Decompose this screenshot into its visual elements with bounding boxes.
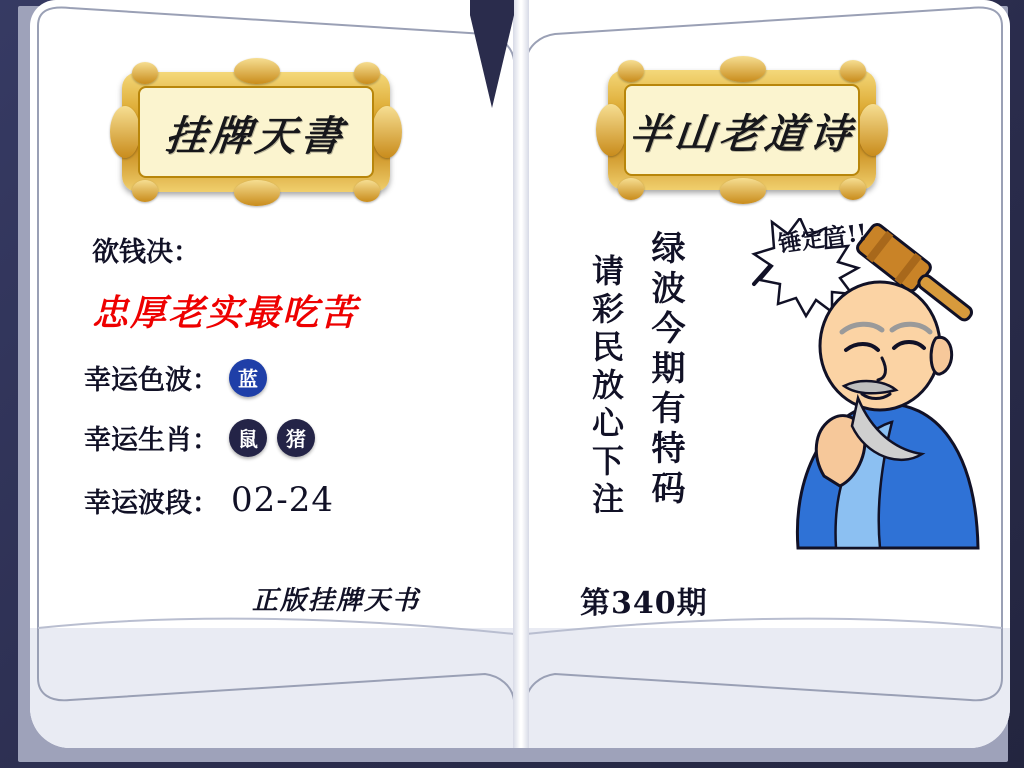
hint-phrase: 忠厚老实最吃苦 [92, 292, 359, 334]
lucky-color-ball: 蓝 [229, 359, 267, 397]
lucky-range-row [84, 480, 334, 520]
plaque-ornament-bottom [720, 178, 766, 204]
plaque-ornament-top [234, 58, 280, 84]
right-title-plaque [608, 70, 876, 190]
lucky-zodiac-ball-1: 鼠 [229, 419, 267, 457]
poem-column-2: 请彩民放心下注 [587, 254, 625, 520]
plaque-ornament-bottom-left [132, 180, 158, 202]
plaque-inner-panel [624, 84, 860, 176]
plaque-ornament-top-right [354, 62, 380, 84]
plaque-ornament-bottom-right [840, 178, 866, 200]
plaque-ornament-right [372, 106, 402, 158]
plaque-ornament-left [596, 104, 626, 156]
plaque-ornament-top-left [618, 60, 644, 82]
right-plaque-title: 半山老道诗 [626, 109, 857, 158]
hint-label: 欲钱决： [92, 237, 200, 268]
lucky-color-label: 幸运色波： [84, 365, 219, 396]
plaque-ornament-left [110, 106, 140, 158]
left-page-footer: 正版挂牌天书 [252, 586, 421, 616]
plaque-ornament-right [858, 104, 888, 156]
right-page-footer: 第340期 [580, 586, 708, 621]
monk-ear [931, 337, 952, 374]
lucky-range-value: 02-24 [231, 480, 335, 520]
lucky-color-row [84, 358, 267, 397]
page-edge-left [30, 628, 520, 748]
plaque-ornament-top-right [840, 60, 866, 82]
plaque-ornament-bottom [234, 180, 280, 206]
lucky-zodiac-label: 幸运生肖： [84, 425, 219, 456]
plaque-ornament-top-left [132, 62, 158, 84]
plaque-inner-panel [138, 86, 374, 178]
lucky-zodiac-ball-2: 猪 [277, 419, 315, 457]
left-plaque-title: 挂牌天書 [163, 111, 349, 160]
lucky-zodiac-row [84, 418, 315, 457]
book-spine [513, 0, 529, 748]
page-edge-right [520, 628, 1010, 748]
left-title-plaque [122, 72, 390, 192]
monk-illustration [740, 218, 990, 558]
plaque-ornament-top [720, 56, 766, 82]
poem-column-1: 绿波今期有特码 [645, 230, 685, 510]
plaque-ornament-bottom-left [618, 178, 644, 200]
monk-and-gavel-drawing [740, 218, 990, 558]
plaque-ornament-bottom-right [354, 180, 380, 202]
lucky-range-label: 幸运波段： [84, 487, 219, 519]
gavel-caption: 锤定音!! [776, 218, 869, 259]
